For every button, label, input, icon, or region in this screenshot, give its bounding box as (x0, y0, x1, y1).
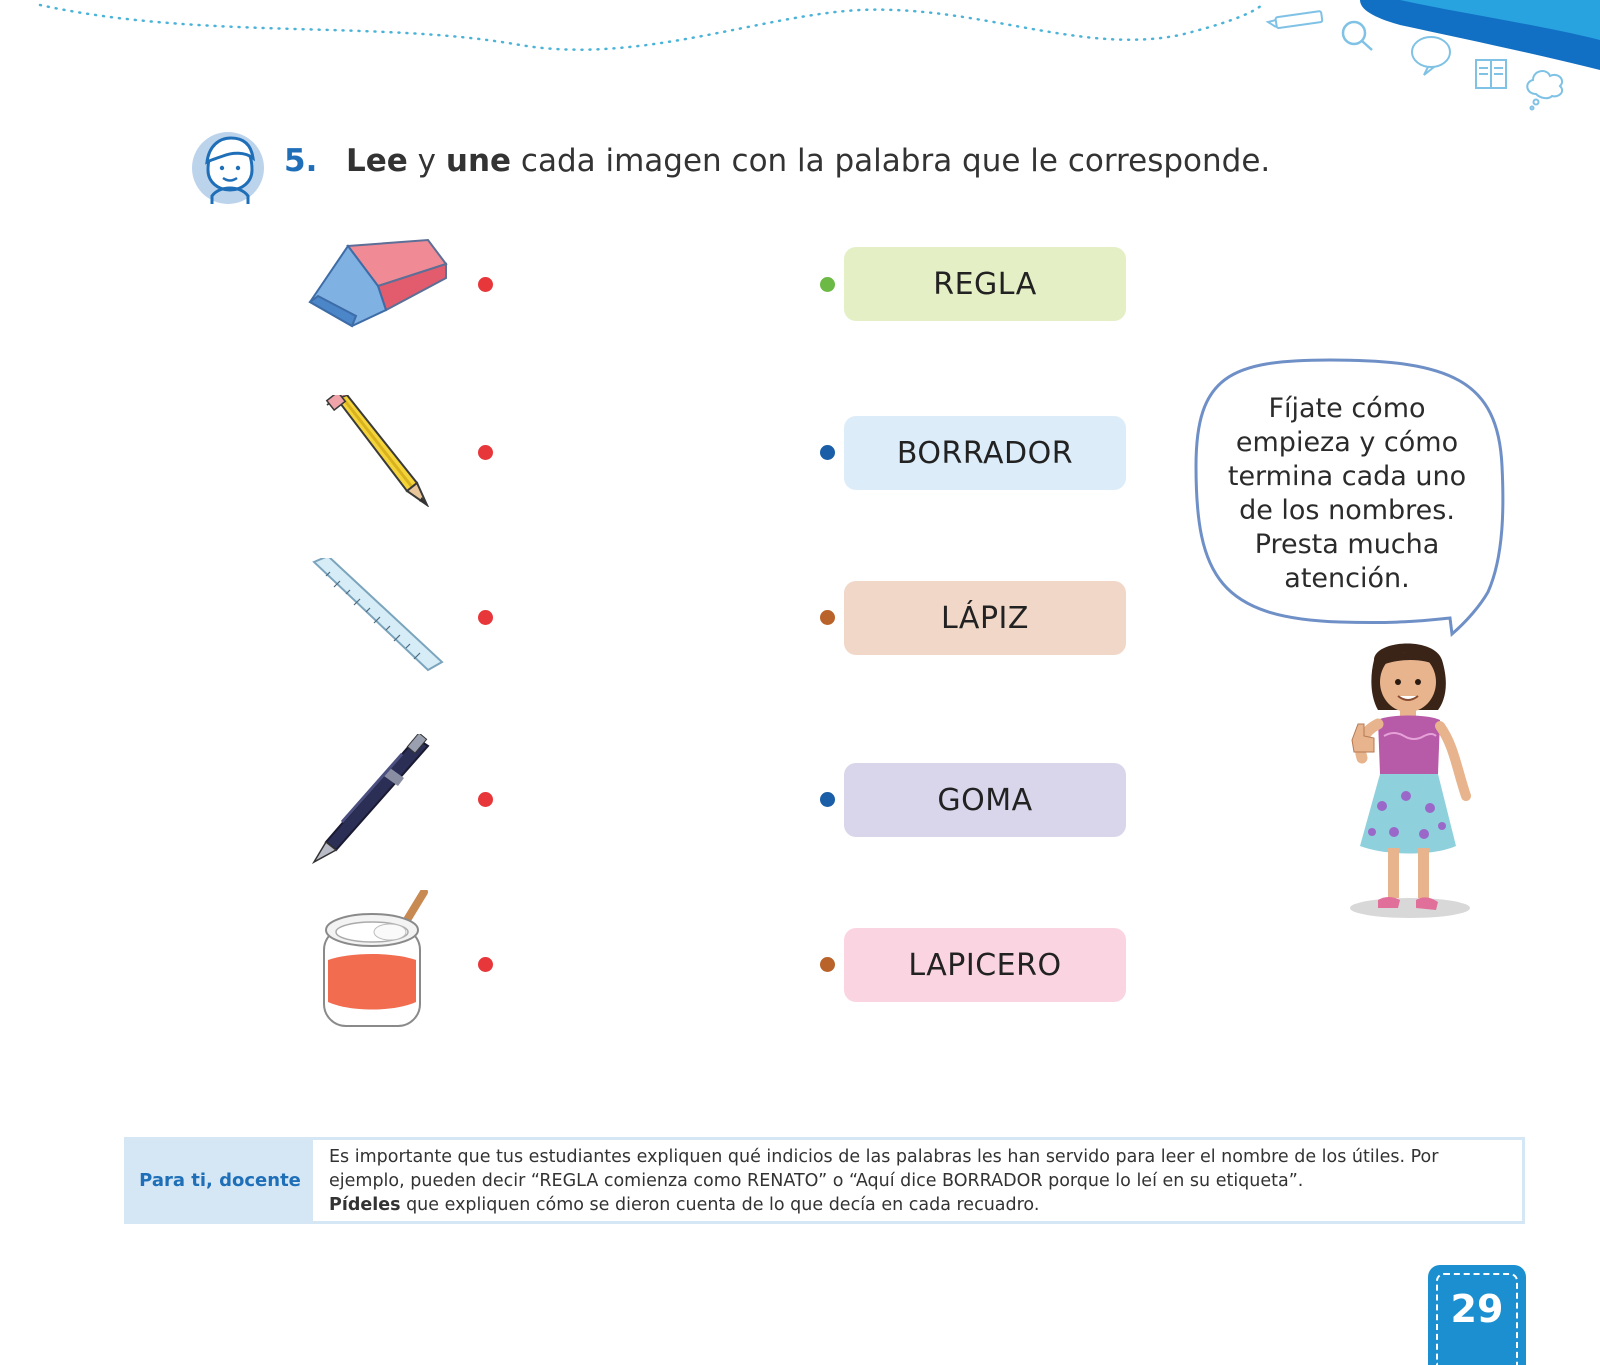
picture-dot-5[interactable] (478, 957, 493, 972)
instruction-verb-join: une (445, 143, 512, 179)
word-dot-lapicero[interactable] (820, 957, 835, 972)
word-dot-borrador[interactable] (820, 445, 835, 460)
word-dot-goma[interactable] (820, 792, 835, 807)
bubble-line: atención. (1284, 563, 1410, 594)
instruction-verb-read: Lee (346, 143, 408, 179)
teacher-note-bold: Pídeles (329, 1195, 401, 1215)
word-label: GOMA (937, 782, 1033, 818)
word-dot-regla[interactable] (820, 277, 835, 292)
bubble-line: termina cada uno (1227, 461, 1467, 492)
instruction-connector: y (407, 143, 446, 179)
picture-dot-2[interactable] (478, 445, 493, 460)
thought-cloud-icon (1527, 71, 1562, 109)
header-decoration (0, 0, 1600, 120)
instruction-rest: cada imagen con la palabra que le corresponde. (511, 143, 1271, 179)
speech-icon (1412, 37, 1450, 75)
picture-dot-3[interactable] (478, 610, 493, 625)
bubble-line: Fíjate cómo (1268, 393, 1426, 424)
page-number-tab (1428, 1265, 1526, 1365)
word-label: LÁPIZ (941, 600, 1029, 636)
ruler-picture[interactable] (306, 558, 446, 676)
word-label: REGLA (933, 266, 1037, 302)
word-label: LAPICERO (908, 947, 1062, 983)
word-card-goma[interactable] (844, 763, 1126, 837)
glue-picture[interactable] (320, 890, 430, 1030)
teacher-note-line (329, 1193, 1438, 1217)
word-card-lapicero[interactable] (844, 928, 1126, 1002)
book-icon (1476, 60, 1506, 88)
pen-picture[interactable] (312, 734, 432, 864)
girl-illustration (1338, 636, 1478, 926)
teacher-note-label: Para ti, docente (127, 1140, 313, 1221)
picture-dot-4[interactable] (478, 792, 493, 807)
exercise-number: 5. (284, 143, 318, 179)
bubble-line: Presta mucha (1254, 529, 1440, 560)
teacher-note-line: ejemplo, pueden decir “REGLA comienza como RENATO” o “Aquí dice BORRADOR porque lo leí en su etiqueta”. (329, 1171, 1304, 1191)
word-label: BORRADOR (896, 435, 1074, 471)
teacher-note-rest: que expliquen cómo se dieron cuenta de lo que decía en cada recuadro. (400, 1195, 1040, 1215)
magnifier-icon (1343, 22, 1372, 50)
word-dot-lapiz[interactable] (820, 610, 835, 625)
bubble-line: de los nombres. (1239, 495, 1455, 526)
word-card-lapiz[interactable] (844, 581, 1126, 655)
speech-bubble-text (1210, 392, 1484, 596)
exercise-instruction (346, 143, 1270, 179)
word-card-regla[interactable] (844, 247, 1126, 321)
student-avatar-icon (190, 128, 270, 208)
pencil-icon (1268, 11, 1322, 28)
teacher-note (124, 1137, 1525, 1224)
picture-dot-1[interactable] (478, 277, 493, 292)
pencil-picture[interactable] (325, 395, 430, 507)
eraser-picture[interactable] (308, 238, 448, 330)
bubble-line: empieza y cómo (1235, 427, 1459, 458)
word-card-borrador[interactable] (844, 416, 1126, 490)
page-number: 29 (1436, 1273, 1518, 1365)
teacher-note-text (313, 1140, 1454, 1221)
teacher-note-line: Es importante que tus estudiantes expliquen qué indicios de las palabras les han servido para leer el nombre de los útiles. Por (329, 1147, 1439, 1167)
